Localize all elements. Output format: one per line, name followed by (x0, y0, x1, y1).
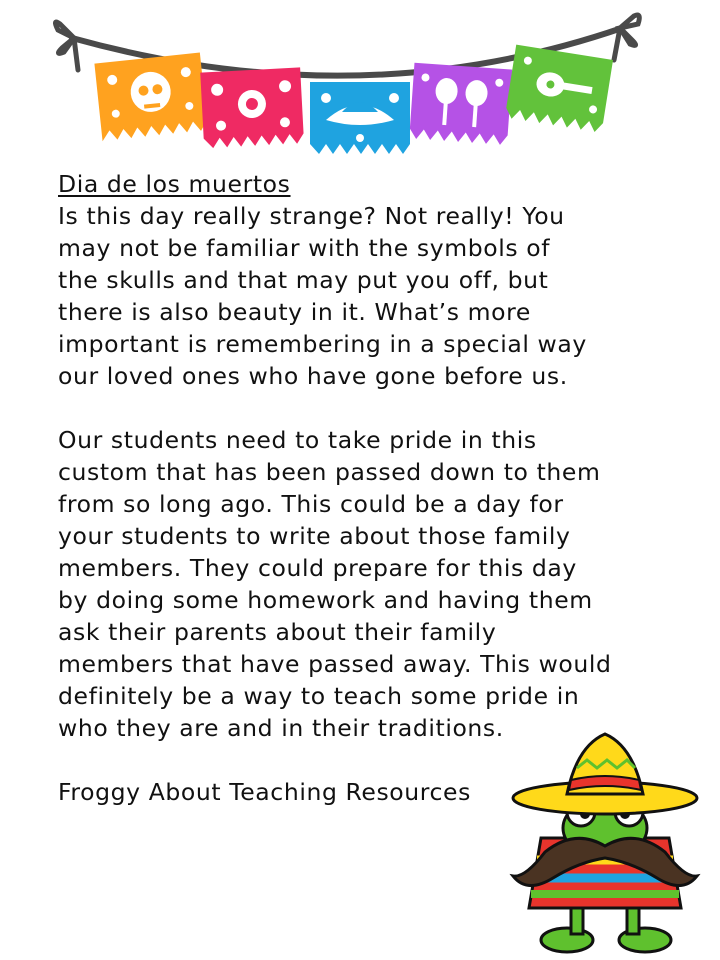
paragraph-1-line: may not be familiar with the symbols of (58, 234, 551, 262)
paragraph-1-line: Is this day really strange? Not really! You (58, 202, 565, 230)
paragraph-1 (58, 200, 658, 392)
frog-mariachi-icon (505, 728, 705, 956)
sombrero-flag-icon (310, 82, 410, 154)
paragraph-2-line: Our students need to take pride in this (58, 426, 537, 454)
paragraph-1-line: there is also beauty in it. What’s more (58, 298, 531, 326)
paragraph-2-line: your students to write about those family (58, 522, 571, 550)
maracas-flag-icon (409, 63, 512, 146)
paragraph-1-line: our loved ones who have gone before us. (58, 362, 568, 390)
paragraph-2-line: custom that has been passed down to them (58, 458, 601, 486)
papel-picado-banner-icon (0, 0, 720, 165)
paragraph-2-line: from so long ago. This could be a day for (58, 490, 564, 518)
paragraph-2-line: by doing some homework and having them (58, 586, 593, 614)
paragraph-1-line: the skulls and that may put you off, but (58, 266, 549, 294)
paragraph-1-line: important is remembering in a special way (58, 330, 587, 358)
paragraph-2-line: who they are and in their traditions. (58, 714, 504, 742)
skull-flag-icon (94, 53, 208, 142)
flower-flag-icon (200, 67, 304, 148)
paragraph-2-line: definitely be a way to teach some pride in (58, 682, 580, 710)
document-title: Dia de los muertos (58, 170, 291, 198)
paragraph-2-line: members. They could prepare for this day (58, 554, 577, 582)
paragraph-2 (58, 424, 658, 744)
document-body (58, 168, 658, 808)
signature: Froggy About Teaching Resources (58, 778, 471, 806)
paragraph-2-line: members that have passed away. This would (58, 650, 612, 678)
guitar-flag-icon (505, 45, 613, 133)
paragraph-2-line: ask their parents about their family (58, 618, 497, 646)
paragraph-spacer (58, 392, 658, 424)
